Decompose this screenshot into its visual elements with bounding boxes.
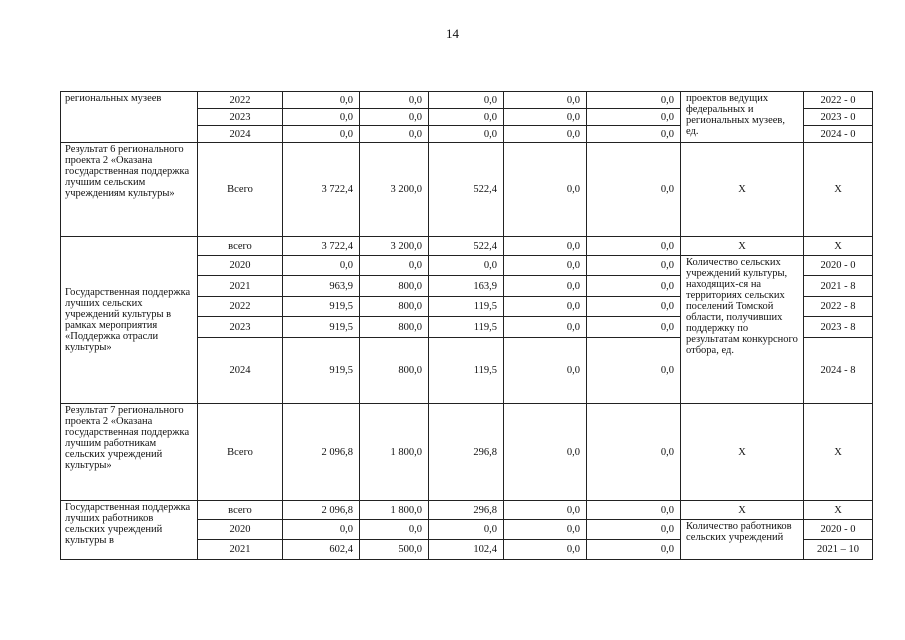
regional-cell: 163,9 [429, 276, 504, 297]
municipal-cell: 0,0 [504, 92, 587, 109]
regional-cell: 119,5 [429, 338, 504, 404]
other-cell: 0,0 [587, 540, 681, 560]
value-cell: 2022 - 0 [804, 92, 873, 109]
total-cell: 0,0 [283, 126, 360, 143]
other-cell: 0,0 [587, 520, 681, 540]
value-cell: 2024 - 8 [804, 338, 873, 404]
year-cell: 2022 [198, 92, 283, 109]
year-cell: всего [198, 501, 283, 520]
federal-cell: 3 200,0 [360, 237, 429, 256]
row-name-cell: Государственная поддержка лучших сельских учреждений культуры в рамках мероприятия «Поддержка отрасли культуры» [61, 237, 198, 404]
total-cell: 963,9 [283, 276, 360, 297]
other-cell: 0,0 [587, 404, 681, 501]
row-name-cell: Государственная поддержка лучших работников сельских учреждений культуры в [61, 501, 198, 560]
federal-cell: 800,0 [360, 297, 429, 317]
year-cell: 2020 [198, 256, 283, 276]
value-cell: 2020 - 0 [804, 520, 873, 540]
year-cell: 2021 [198, 276, 283, 297]
row-name-cell: региональных музеев [61, 92, 198, 143]
municipal-cell: 0,0 [504, 338, 587, 404]
year-cell: Всего [198, 404, 283, 501]
federal-cell: 0,0 [360, 126, 429, 143]
municipal-cell: 0,0 [504, 126, 587, 143]
value-cell: 2023 - 8 [804, 317, 873, 338]
indicator-cell: Количество работников сельских учреждений [681, 520, 804, 560]
total-cell: 919,5 [283, 338, 360, 404]
page-number: 14 [446, 26, 459, 41]
value-cell: 2021 - 8 [804, 276, 873, 297]
value-cell: 2023 - 0 [804, 109, 873, 126]
municipal-cell: 0,0 [504, 143, 587, 237]
value-cell: Х [804, 143, 873, 237]
municipal-cell: 0,0 [504, 404, 587, 501]
year-cell: Всего [198, 143, 283, 237]
regional-cell: 102,4 [429, 540, 504, 560]
total-cell: 2 096,8 [283, 404, 360, 501]
municipal-cell: 0,0 [504, 109, 587, 126]
indicator-cell: Х [681, 143, 804, 237]
value-cell: Х [804, 404, 873, 501]
total-cell: 919,5 [283, 317, 360, 338]
other-cell: 0,0 [587, 338, 681, 404]
regional-cell: 119,5 [429, 297, 504, 317]
year-cell: 2022 [198, 297, 283, 317]
municipal-cell: 0,0 [504, 297, 587, 317]
other-cell: 0,0 [587, 317, 681, 338]
other-cell: 0,0 [587, 126, 681, 143]
regional-cell: 0,0 [429, 256, 504, 276]
municipal-cell: 0,0 [504, 520, 587, 540]
total-cell: 0,0 [283, 520, 360, 540]
regional-cell: 296,8 [429, 404, 504, 501]
federal-cell: 500,0 [360, 540, 429, 560]
other-cell: 0,0 [587, 109, 681, 126]
table-row [61, 237, 873, 256]
municipal-cell: 0,0 [504, 317, 587, 338]
total-cell: 2 096,8 [283, 501, 360, 520]
value-cell: 2020 - 0 [804, 256, 873, 276]
year-cell: 2024 [198, 126, 283, 143]
other-cell: 0,0 [587, 297, 681, 317]
regional-cell: 522,4 [429, 143, 504, 237]
total-cell: 0,0 [283, 109, 360, 126]
row-name-cell: Результат 6 регионального проекта 2 «Оказана государственная поддержка лучшим сельским учреждениям культуры» [61, 143, 198, 237]
federal-cell: 3 200,0 [360, 143, 429, 237]
indicator-cell: Х [681, 501, 804, 520]
municipal-cell: 0,0 [504, 237, 587, 256]
federal-cell: 1 800,0 [360, 501, 429, 520]
year-cell: 2023 [198, 317, 283, 338]
total-cell: 3 722,4 [283, 237, 360, 256]
municipal-cell: 0,0 [504, 256, 587, 276]
federal-cell: 800,0 [360, 276, 429, 297]
table-row [61, 92, 873, 109]
other-cell: 0,0 [587, 143, 681, 237]
year-cell: всего [198, 237, 283, 256]
other-cell: 0,0 [587, 256, 681, 276]
federal-cell: 800,0 [360, 338, 429, 404]
indicator-cell: проектов ведущих федеральных и региональных музеев, ед. [681, 92, 804, 143]
total-cell: 3 722,4 [283, 143, 360, 237]
other-cell: 0,0 [587, 276, 681, 297]
federal-cell: 0,0 [360, 92, 429, 109]
regional-cell: 0,0 [429, 126, 504, 143]
federal-cell: 800,0 [360, 317, 429, 338]
other-cell: 0,0 [587, 501, 681, 520]
total-cell: 0,0 [283, 256, 360, 276]
regional-cell: 0,0 [429, 520, 504, 540]
other-cell: 0,0 [587, 237, 681, 256]
row-name-cell: Результат 7 регионального проекта 2 «Оказана государственная поддержка лучшим работникам сельских учреждений культуры» [61, 404, 198, 501]
federal-cell: 0,0 [360, 520, 429, 540]
federal-cell: 0,0 [360, 256, 429, 276]
regional-cell: 522,4 [429, 237, 504, 256]
year-cell: 2020 [198, 520, 283, 540]
table-row [61, 143, 873, 237]
municipal-cell: 0,0 [504, 501, 587, 520]
value-cell: 2022 - 8 [804, 297, 873, 317]
federal-cell: 1 800,0 [360, 404, 429, 501]
value-cell: 2021 – 10 [804, 540, 873, 560]
regional-cell: 0,0 [429, 92, 504, 109]
total-cell: 0,0 [283, 92, 360, 109]
total-cell: 919,5 [283, 297, 360, 317]
indicator-cell: Количество сельских учреждений культуры, находящих-ся на территориях сельских поселений Томской области, получивших поддержку по результатам конкурсного отбора, ед. [681, 256, 804, 404]
total-cell: 602,4 [283, 540, 360, 560]
value-cell: 2024 - 0 [804, 126, 873, 143]
regional-cell: 296,8 [429, 501, 504, 520]
year-cell: 2021 [198, 540, 283, 560]
indicator-cell: Х [681, 404, 804, 501]
municipal-cell: 0,0 [504, 540, 587, 560]
year-cell: 2023 [198, 109, 283, 126]
regional-cell: 0,0 [429, 109, 504, 126]
table-row [61, 501, 873, 520]
other-cell: 0,0 [587, 92, 681, 109]
municipal-cell: 0,0 [504, 276, 587, 297]
indicator-cell: Х [681, 237, 804, 256]
table-row [61, 404, 873, 501]
year-cell: 2024 [198, 338, 283, 404]
value-cell: Х [804, 501, 873, 520]
value-cell: Х [804, 237, 873, 256]
federal-cell: 0,0 [360, 109, 429, 126]
budget-table [60, 91, 873, 560]
regional-cell: 119,5 [429, 317, 504, 338]
